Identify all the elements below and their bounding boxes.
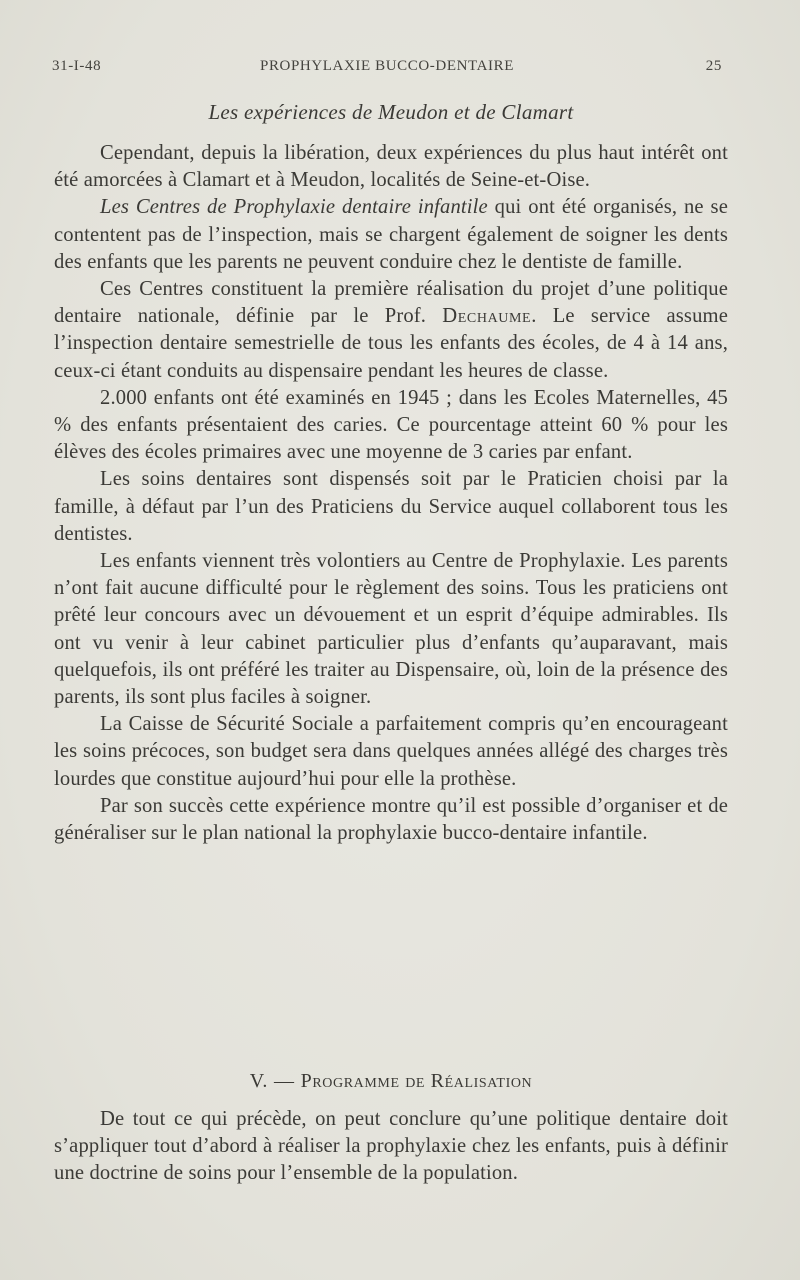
paragraph-3-text-b: . Le service assume l’inspection dentaire semestrielle de tous les enfants des écoles, de 4 à 14 ans, ceux-ci étant conduits au dispensaire pendant les heures de classe. (54, 305, 728, 382)
chapter-paragraph-1: De tout ce qui précède, on peut conclure qu’une politique dentaire doit s’appliquer tout d’abord à réaliser la prophylaxie chez les enfants, puis à définir une doctrine de soins pour l’ensemble de la population. (54, 1108, 728, 1185)
paragraph-6: Les enfants viennent très volontiers au Centre de Prophylaxie. Les parents n’ont fait aucune difficulté pour le règlement des soins. Tous les praticiens ont prêté leur concours avec un dévouement et un esprit d’équipe admirables. Ils ont vu venir à leur cabinet particulier plus d’enfants qu’auparavant, mais quelquefois, ils ont préféré les traiter au Dispensaire, où, loin de la présence des parents, ils sont plus faciles à soigner. (54, 550, 728, 709)
section-title: Les expériences de Meudon et de Clamart (208, 100, 574, 124)
paragraph-8: Par son succès cette expérience montre qu’il est possible d’organiser et de généraliser sur le plan national la prophylaxie bucco-dentaire infantile. (54, 794, 728, 845)
paragraph-1: Cependant, depuis la libération, deux expériences du plus haut intérêt ont été amorcées à Clamart et à Meudon, localités de Seine-et-Oise. (54, 142, 728, 192)
paragraph-3-text-a: Ces Centres constituent la première réalisation du projet d’une politique dentaire nationale, définie par le Prof. (54, 278, 728, 328)
header-title: PROPHYLAXIE BUCCO-DENTAIRE (260, 58, 514, 74)
chapter-number: V. — (249, 1070, 295, 1092)
header-date: 31-I-48 (52, 58, 102, 74)
section-body (54, 140, 728, 847)
chapter-heading (54, 1070, 728, 1093)
paragraph-5: Les soins dentaires sont dispensés soit par le Praticien choisi par la famille, à défaut par l’un des Praticiens du Service auquel collaborent tous les dentistes. (54, 468, 728, 545)
running-header (52, 58, 722, 80)
paragraph-7: La Caisse de Sécurité Sociale a parfaitement compris qu’en encourageant les soins précoces, son budget sera dans quelques années allégé des charges très lourdes que constitue aujourd’hui pour elle la prothèse. (54, 713, 728, 790)
paragraph-2-text: qui ont été organisés, ne se contentent pas de l’inspection, mais se chargent également de soigner les dents des enfants que les parents ne peuvent conduire chez le dentiste de famille. (54, 196, 728, 273)
paragraph-4: 2.000 enfants ont été examinés en 1945 ; dans les Ecoles Maternelles, 45 % des enfants présentaient des caries. Ce pourcentage atteint 60 % pour les élèves des écoles primaires avec une moyenne de 3 caries par enfant. (54, 386, 728, 464)
page-number: 25 (705, 58, 722, 74)
chapter-title: Programme de Réalisation (300, 1070, 533, 1092)
paragraph-3 (54, 276, 728, 385)
paragraph-2-italic: Les Centres de Prophylaxie dentaire infantile (100, 196, 488, 219)
chapter-body (54, 1106, 728, 1188)
paragraph-2 (54, 194, 728, 276)
author-name: Dechaume (442, 305, 532, 328)
